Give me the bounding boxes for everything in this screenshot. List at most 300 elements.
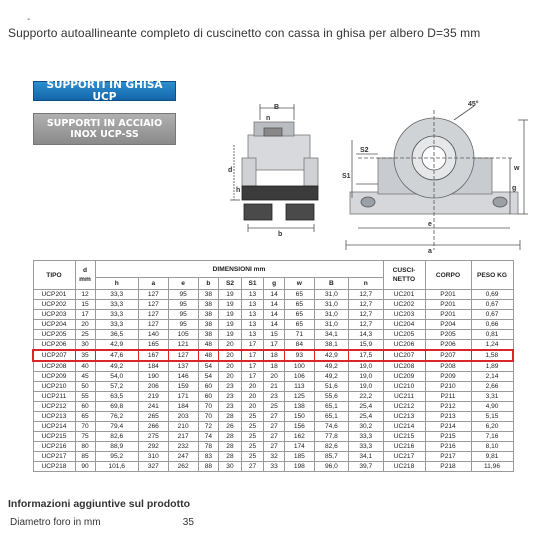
table-cell: 106	[284, 372, 314, 382]
table-cell: 0,69	[471, 290, 513, 300]
table-row	[33, 372, 513, 382]
table-cell: 210	[168, 422, 198, 432]
table-cell: UCP212	[33, 402, 75, 412]
table-cell: 28	[219, 412, 242, 422]
table-cell: 88,9	[95, 442, 138, 452]
table-cell: P201	[425, 310, 471, 320]
table-cell: 95	[168, 320, 198, 330]
table-cell: UC215	[383, 432, 425, 442]
col-dim-n: n	[349, 278, 383, 290]
table-cell: 30	[219, 462, 242, 472]
table-cell: UCP207	[33, 350, 75, 361]
table-cell: 125	[284, 392, 314, 402]
table-cell: 54,0	[95, 372, 138, 382]
table-cell: 11,96	[471, 462, 513, 472]
table-cell: 93	[284, 350, 314, 361]
table-cell: 38	[198, 290, 219, 300]
table-cell: 28	[219, 442, 242, 452]
table-cell: P212	[425, 402, 471, 412]
table-cell: 1,24	[471, 340, 513, 351]
table-cell: P206	[425, 340, 471, 351]
table-cell: 70	[198, 412, 219, 422]
table-cell: 77,8	[314, 432, 348, 442]
table-cell: 138	[284, 402, 314, 412]
info-label: Diametro foro in mm	[10, 517, 101, 528]
table-cell: UCP205	[33, 330, 75, 340]
table-cell: UC218	[383, 462, 425, 472]
info-row-diametro	[10, 517, 194, 528]
col-dim-s2: S2	[219, 278, 242, 290]
table-cell: 101,6	[95, 462, 138, 472]
table-cell: 13	[241, 310, 264, 320]
table-cell: 13	[241, 330, 264, 340]
table-cell: 23	[264, 392, 285, 402]
table-cell: 65	[75, 412, 95, 422]
supporti-acciaio-label-2: INOX UCP-SS	[70, 129, 139, 140]
table-row	[33, 412, 513, 422]
col-dimensioni: DIMENSIONI mm	[95, 261, 383, 278]
table-cell: 69,8	[95, 402, 138, 412]
table-row	[33, 290, 513, 300]
table-cell: 60	[75, 402, 95, 412]
table-cell: 100	[284, 361, 314, 372]
front-view	[346, 106, 528, 250]
side-view	[230, 104, 318, 232]
table-cell: UC202	[383, 300, 425, 310]
col-dim-b: B	[314, 278, 348, 290]
table-cell: 19	[219, 320, 242, 330]
table-cell: 19	[219, 330, 242, 340]
table-cell: 33,3	[349, 442, 383, 452]
table-cell: 95	[168, 290, 198, 300]
table-cell: 198	[284, 462, 314, 472]
table-cell: 28	[219, 432, 242, 442]
table-cell: 146	[168, 372, 198, 382]
dim-b-label: b	[278, 231, 283, 238]
table-cell: 45	[75, 372, 95, 382]
table-cell: 65	[284, 310, 314, 320]
table-row	[33, 462, 513, 472]
table-cell: 15	[75, 300, 95, 310]
table-cell: 95	[168, 300, 198, 310]
table-cell: 48	[198, 350, 219, 361]
table-cell: 31,0	[314, 300, 348, 310]
table-cell: 17	[241, 361, 264, 372]
table-cell: 18	[264, 350, 285, 361]
col-dim-g: g	[264, 278, 285, 290]
table-cell: 165	[138, 340, 168, 351]
table-cell: 74	[198, 432, 219, 442]
table-cell: 49,2	[314, 361, 348, 372]
col-peso: PESO KG	[471, 261, 513, 290]
table-cell: 17	[75, 310, 95, 320]
table-cell: 14	[264, 290, 285, 300]
technical-drawing	[228, 100, 528, 255]
table-cell: 30,2	[349, 422, 383, 432]
table-cell: 20	[219, 361, 242, 372]
table-cell: 49,2	[314, 372, 348, 382]
supporti-ghisa-button[interactable]	[33, 81, 176, 101]
table-cell: 95	[168, 310, 198, 320]
col-corpo: CORPO	[425, 261, 471, 290]
table-cell: 25	[241, 432, 264, 442]
table-cell: 127	[138, 320, 168, 330]
table-cell: 26	[219, 422, 242, 432]
table-cell: 127	[168, 350, 198, 361]
table-cell: UCP215	[33, 432, 75, 442]
table-cell: 105	[168, 330, 198, 340]
dim-e-label: e	[428, 221, 432, 228]
table-cell: 2,66	[471, 382, 513, 392]
table-cell: 33,3	[349, 432, 383, 442]
table-cell: UC207	[383, 350, 425, 361]
table-cell: 14,3	[349, 330, 383, 340]
table-cell: 33,3	[95, 320, 138, 330]
table-cell: 65	[284, 300, 314, 310]
table-cell: 96,0	[314, 462, 348, 472]
table-cell: 0,81	[471, 330, 513, 340]
table-cell: 12,7	[349, 310, 383, 320]
table-cell: 70	[198, 402, 219, 412]
table-cell: 12,7	[349, 290, 383, 300]
table-cell: 184	[138, 361, 168, 372]
supporti-ghisa-label: SUPPORTI IN GHISA UCP	[46, 79, 163, 103]
table-cell: 40	[75, 361, 95, 372]
table-cell: 28	[219, 452, 242, 462]
table-cell: 60	[198, 382, 219, 392]
table-row	[33, 402, 513, 412]
table-cell: 15,9	[349, 340, 383, 351]
table-cell: 190	[138, 372, 168, 382]
table-cell: 78	[198, 442, 219, 452]
table-cell: P201	[425, 290, 471, 300]
table-cell: 38,1	[314, 340, 348, 351]
table-cell: 12,7	[349, 320, 383, 330]
table-cell: 219	[138, 392, 168, 402]
table-cell: 127	[138, 290, 168, 300]
table-cell: 6,20	[471, 422, 513, 432]
table-cell: 33,3	[95, 310, 138, 320]
table-cell: 55,6	[314, 392, 348, 402]
table-cell: 17,5	[349, 350, 383, 361]
table-row	[33, 361, 513, 372]
table-cell: 247	[168, 452, 198, 462]
table-cell: UCP204	[33, 320, 75, 330]
header-dash: -	[27, 14, 31, 25]
dim-g-label: g	[512, 185, 517, 192]
table-cell: 150	[284, 412, 314, 422]
table-cell: 9,81	[471, 452, 513, 462]
table-cell: P209	[425, 372, 471, 382]
table-cell: 266	[138, 422, 168, 432]
table-cell: 48	[198, 340, 219, 351]
info-value: 35	[182, 517, 194, 528]
table-cell: 82,6	[95, 432, 138, 442]
table-row	[33, 330, 513, 340]
table-cell: P214	[425, 422, 471, 432]
table-cell: 184	[168, 402, 198, 412]
table-cell: 25,4	[349, 412, 383, 422]
col-cuscinetto: CUSCI- NETTO	[383, 261, 425, 290]
table-cell: P218	[425, 462, 471, 472]
table-cell: 13	[241, 290, 264, 300]
table-cell: 162	[284, 432, 314, 442]
table-cell: 167	[138, 350, 168, 361]
table-cell: 20	[241, 402, 264, 412]
table-cell: 31,0	[314, 290, 348, 300]
table-cell: UC216	[383, 442, 425, 452]
table-cell: UCP202	[33, 300, 75, 310]
table-cell: UC205	[383, 330, 425, 340]
table-cell: 241	[138, 402, 168, 412]
table-cell: 19,0	[349, 372, 383, 382]
table-cell: P213	[425, 412, 471, 422]
table-cell: UC206	[383, 340, 425, 351]
table-cell: 34,1	[349, 452, 383, 462]
table-cell: 25,4	[349, 402, 383, 412]
table-cell: 12	[75, 290, 95, 300]
table-cell: 265	[138, 412, 168, 422]
table-cell: 127	[138, 300, 168, 310]
table-cell: 35	[75, 350, 95, 361]
table-cell: 85	[75, 452, 95, 462]
table-cell: UC214	[383, 422, 425, 432]
table-cell: 310	[138, 452, 168, 462]
table-cell: 75	[75, 432, 95, 442]
dim-S2-label: S2	[360, 147, 369, 154]
table-row	[33, 432, 513, 442]
table-cell: 5,15	[471, 412, 513, 422]
table-cell: 70	[75, 422, 95, 432]
supporti-acciaio-button[interactable]	[33, 113, 176, 145]
table-cell: UC203	[383, 310, 425, 320]
table-cell: 27	[264, 442, 285, 452]
table-cell: UC211	[383, 392, 425, 402]
table-cell: 72	[198, 422, 219, 432]
dim-h-label: h	[236, 187, 241, 194]
table-cell: 121	[168, 340, 198, 351]
table-cell: 0,67	[471, 310, 513, 320]
table-cell: 74,6	[314, 422, 348, 432]
table-row	[33, 452, 513, 462]
table-cell: 38	[198, 300, 219, 310]
table-cell: 25	[241, 452, 264, 462]
table-cell: 33	[264, 462, 285, 472]
dim-a-label: a	[428, 248, 432, 255]
table-cell: 174	[284, 442, 314, 452]
dim-S1-label: S1	[342, 173, 351, 180]
table-cell: 27	[264, 432, 285, 442]
table-cell: 27	[264, 422, 285, 432]
info-title: Informazioni aggiuntive sul prodotto	[8, 498, 190, 510]
table-cell: 20	[75, 320, 95, 330]
table-cell: 137	[168, 361, 198, 372]
table-cell: P211	[425, 392, 471, 402]
table-row	[33, 392, 513, 402]
table-cell: 21	[264, 382, 285, 392]
table-cell: 217	[168, 432, 198, 442]
table-cell: 47,6	[95, 350, 138, 361]
table-cell: 63,5	[95, 392, 138, 402]
table-cell: 36,5	[95, 330, 138, 340]
table-cell: 25	[241, 412, 264, 422]
table-cell: 13	[241, 300, 264, 310]
table-cell: P215	[425, 432, 471, 442]
table-cell: 54	[198, 372, 219, 382]
table-cell: 14	[264, 310, 285, 320]
table-cell: P208	[425, 361, 471, 372]
table-cell: UCP206	[33, 340, 75, 351]
table-cell: UC210	[383, 382, 425, 392]
table-cell: 33,3	[95, 300, 138, 310]
table-cell: 90	[75, 462, 95, 472]
table-cell: UCP209	[33, 372, 75, 382]
table-cell: 31,0	[314, 320, 348, 330]
table-cell: 19	[219, 300, 242, 310]
table-cell: 206	[138, 382, 168, 392]
table-cell: UC201	[383, 290, 425, 300]
dim-d-label: d	[228, 167, 233, 174]
table-cell: 17	[241, 340, 264, 351]
table-cell: 38	[198, 320, 219, 330]
table-cell: P216	[425, 442, 471, 452]
table-cell: 49,2	[95, 361, 138, 372]
table-cell: 159	[168, 382, 198, 392]
table-cell: 12,7	[349, 300, 383, 310]
table-row	[33, 340, 513, 351]
table-cell: 65	[284, 320, 314, 330]
table-cell: 4,90	[471, 402, 513, 412]
table-cell: 79,4	[95, 422, 138, 432]
table-cell: UC208	[383, 361, 425, 372]
table-cell: UC212	[383, 402, 425, 412]
table-cell: UCP203	[33, 310, 75, 320]
table-cell: 23	[219, 382, 242, 392]
table-cell: 20	[219, 350, 242, 361]
table-cell: UCP217	[33, 452, 75, 462]
table-cell: 54	[198, 361, 219, 372]
spec-table	[32, 260, 514, 472]
table-cell: 232	[168, 442, 198, 452]
table-cell: 0,66	[471, 320, 513, 330]
table-cell: 84	[284, 340, 314, 351]
table-cell: 51,6	[314, 382, 348, 392]
table-cell: 20	[241, 382, 264, 392]
col-dim-w: w	[284, 278, 314, 290]
table-cell: UCP218	[33, 462, 75, 472]
table-cell: 42,9	[95, 340, 138, 351]
table-cell: 20	[264, 372, 285, 382]
table-cell: 15	[264, 330, 285, 340]
table-cell: 65,1	[314, 402, 348, 412]
table-cell: 1,89	[471, 361, 513, 372]
dim-n-label: n	[266, 115, 271, 122]
table-cell: 20	[241, 392, 264, 402]
table-cell: 71	[284, 330, 314, 340]
table-cell: 2,14	[471, 372, 513, 382]
table-cell: UC209	[383, 372, 425, 382]
table-cell: 275	[138, 432, 168, 442]
table-cell: 19	[219, 310, 242, 320]
table-cell: 13	[241, 320, 264, 330]
table-cell: 14	[264, 300, 285, 310]
table-cell: UC213	[383, 412, 425, 422]
table-cell: 88	[198, 462, 219, 472]
table-cell: 171	[168, 392, 198, 402]
table-cell: 57,2	[95, 382, 138, 392]
table-cell: 42,9	[314, 350, 348, 361]
table-cell: 17	[264, 340, 285, 351]
table-cell: 262	[168, 462, 198, 472]
dim-w-label: w	[514, 165, 520, 172]
col-d: d mm	[75, 261, 95, 290]
table-row	[33, 442, 513, 452]
table-cell: P207	[425, 350, 471, 361]
table-cell: 19	[219, 290, 242, 300]
table-cell: 0,67	[471, 300, 513, 310]
table-cell: 60	[198, 392, 219, 402]
table-cell: 95,2	[95, 452, 138, 462]
table-cell: 17	[241, 350, 264, 361]
table-row	[33, 382, 513, 392]
table-cell: 30	[75, 340, 95, 351]
table-cell: 20	[219, 340, 242, 351]
table-cell: UC217	[383, 452, 425, 462]
table-cell: P210	[425, 382, 471, 392]
table-cell: 23	[219, 402, 242, 412]
table-cell: 185	[284, 452, 314, 462]
table-cell: 38	[198, 330, 219, 340]
table-cell: 80	[75, 442, 95, 452]
table-cell: 38	[198, 310, 219, 320]
table-cell: P204	[425, 320, 471, 330]
table-row	[33, 350, 513, 361]
table-cell: 18	[264, 361, 285, 372]
table-cell: UCP210	[33, 382, 75, 392]
col-tipo: TIPO	[33, 261, 75, 290]
table-cell: 203	[168, 412, 198, 422]
table-cell: 39,7	[349, 462, 383, 472]
dim-B-label: B	[274, 104, 280, 111]
table-cell: UCP208	[33, 361, 75, 372]
table-cell: 76,2	[95, 412, 138, 422]
angle-label: 45°	[468, 101, 479, 108]
supporti-acciaio-label-1: SUPPORTI IN ACCIAIO	[46, 118, 163, 129]
table-cell: UCP201	[33, 290, 75, 300]
table-cell: UCP216	[33, 442, 75, 452]
table-cell: 27	[241, 462, 264, 472]
table-cell: P217	[425, 452, 471, 462]
table-cell: 34,1	[314, 330, 348, 340]
product-title: Supporto autoallineante completo di cuscinetto con cassa in ghisa per albero D=35 mm	[8, 26, 481, 40]
table-cell: 50	[75, 382, 95, 392]
table-cell: 25	[264, 402, 285, 412]
table-cell: 82,6	[314, 442, 348, 452]
table-cell: 25	[75, 330, 95, 340]
table-cell: P205	[425, 330, 471, 340]
table-cell: UC204	[383, 320, 425, 330]
table-cell: 32	[264, 452, 285, 462]
col-dim-a: a	[138, 278, 168, 290]
table-row	[33, 320, 513, 330]
table-cell: 3,31	[471, 392, 513, 402]
table-cell: 140	[138, 330, 168, 340]
col-dim-e: e	[168, 278, 198, 290]
table-cell: 23	[219, 392, 242, 402]
table-cell: UCP213	[33, 412, 75, 422]
table-cell: UCP211	[33, 392, 75, 402]
table-cell: 25	[241, 442, 264, 452]
